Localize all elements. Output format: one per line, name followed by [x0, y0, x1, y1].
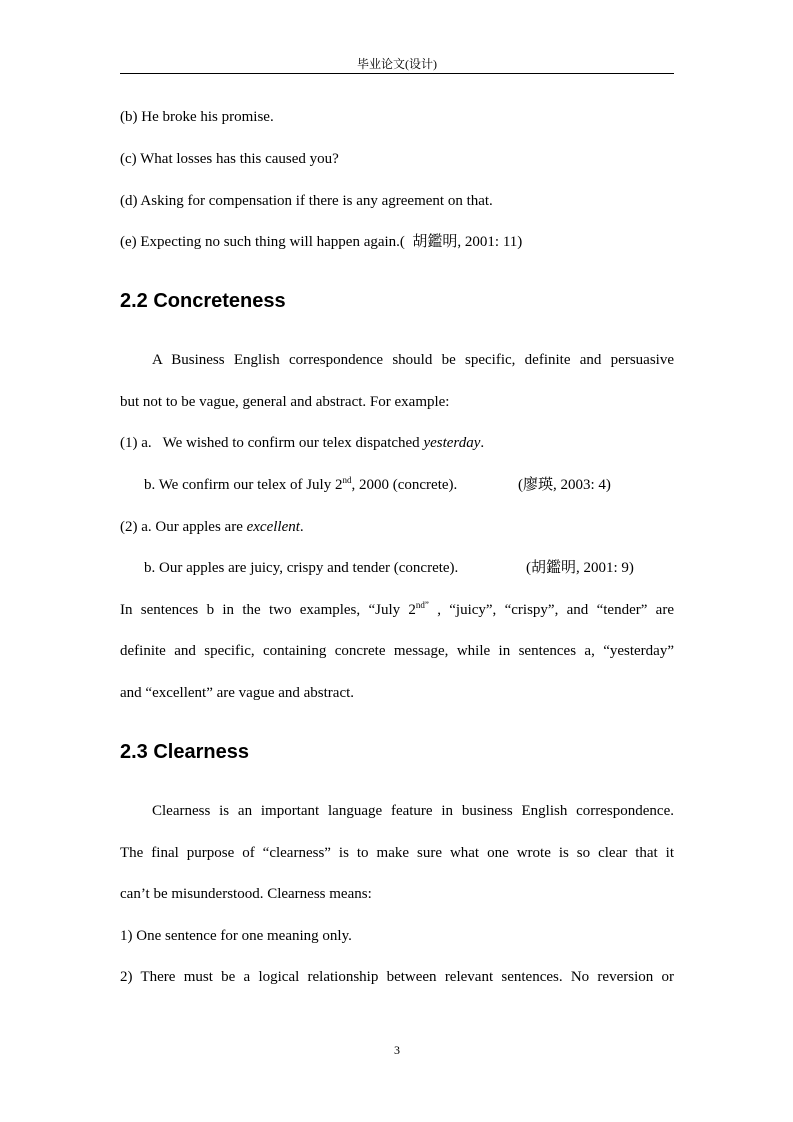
- header-divider: [120, 73, 674, 74]
- list-item-b: (b) He broke his promise.: [120, 109, 274, 125]
- example-2a-end: .: [299, 519, 304, 535]
- concreteness-para-line-2: definite and specific, containing concrete message, while in sentences a, “yesterday”: [120, 643, 674, 659]
- section-heading-clearness: 2.3 Clearness: [120, 741, 249, 763]
- example-1b: [144, 475, 457, 495]
- example-1a-italic: yesterday: [423, 435, 481, 451]
- concreteness-para-line-1: [120, 600, 674, 620]
- clearness-item-2: 2) There must be a logical relationship between relevant sentences. No reversion or: [120, 969, 674, 985]
- list-item-d: (d) Asking for compensation if there is any agreement on that.: [120, 193, 493, 209]
- example-1b-text: b. We confirm our telex of July 2: [144, 477, 343, 493]
- list-item-c: (c) What losses has this caused you?: [120, 151, 339, 167]
- example-2b: b. Our apples are juicy, crispy and tender (concrete).: [144, 560, 459, 576]
- concreteness-intro-line-1: A Business English correspondence should be specific, definite and persuasive: [152, 352, 674, 368]
- example-2a: [120, 517, 674, 537]
- example-1b-end: , 2000 (concrete).: [351, 477, 458, 493]
- example-2a-italic: excellent: [246, 519, 300, 535]
- concreteness-intro-line-2: but not to be vague, general and abstract. For example:: [120, 394, 450, 410]
- example-2a-text: (2) a. Our apples are: [120, 519, 247, 535]
- example-1a-end: .: [480, 435, 485, 451]
- list-item-e: (e) Expecting no such thing will happen again.( 胡鑑明, 2001: 11): [120, 234, 523, 250]
- para-line-1-text: In sentences b in the two examples, “July 2: [120, 602, 416, 618]
- page-number: 3: [394, 1043, 400, 1057]
- example-2b-citation: (胡鑑明, 2001: 9): [526, 560, 634, 576]
- page-header-title: 毕业论文(设计): [357, 57, 437, 71]
- example-1a-text: (1) a. We wished to confirm our telex dispatched: [120, 435, 424, 451]
- example-1a: [120, 433, 674, 453]
- clearness-intro-line-1: Clearness is an important language feature in business English correspondence.: [152, 803, 674, 819]
- para-line-1-end: , “juicy”, “crispy”, and “tender” are: [428, 602, 674, 618]
- clearness-intro-line-3: can’t be misunderstood. Clearness means:: [120, 886, 372, 902]
- concreteness-para-line-3: and “excellent” are vague and abstract.: [120, 685, 355, 701]
- para-line-1-superscript: nd”: [415, 600, 429, 610]
- clearness-intro-line-2: The final purpose of “clearness” is to make sure what one wrote is so clear that it: [120, 845, 674, 861]
- example-1b-citation: (廖瑛, 2003: 4): [518, 477, 611, 493]
- clearness-item-1: 1) One sentence for one meaning only.: [120, 928, 352, 944]
- example-1b-superscript: nd: [342, 475, 352, 485]
- section-heading-concreteness: 2.2 Concreteness: [120, 290, 286, 312]
